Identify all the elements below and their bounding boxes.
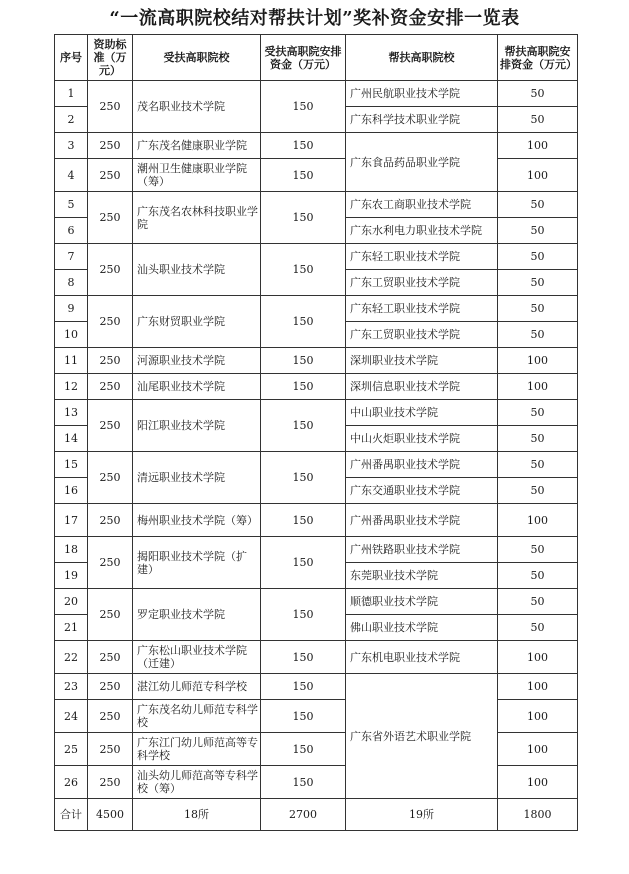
cell-no: 21	[55, 615, 88, 641]
cell-recv-fund: 150	[261, 192, 346, 244]
cell-help: 广东水利电力职业技术学院	[346, 218, 498, 244]
cell-recv-fund: 150	[261, 159, 346, 192]
cell-no: 1	[55, 81, 88, 107]
cell-help-fund: 50	[498, 107, 578, 133]
cell-recv-fund: 150	[261, 400, 346, 452]
cell-help: 东莞职业技术学院	[346, 563, 498, 589]
cell-help: 广东交通职业技术学院	[346, 478, 498, 504]
total-recv: 18所	[133, 799, 261, 831]
cell-std: 250	[88, 296, 133, 348]
cell-help-fund: 50	[498, 615, 578, 641]
header-recv-fund: 受扶高职院安排资金（万元）	[261, 35, 346, 81]
cell-recv: 汕头幼儿师范高等专科学校（筹）	[133, 766, 261, 799]
total-label: 合计	[55, 799, 88, 831]
cell-recv-fund: 150	[261, 589, 346, 641]
cell-help: 广东工贸职业技术学院	[346, 322, 498, 348]
cell-no: 6	[55, 218, 88, 244]
cell-help-fund: 50	[498, 244, 578, 270]
total-std: 4500	[88, 799, 133, 831]
cell-recv-fund: 150	[261, 700, 346, 733]
cell-help: 广东科学技术职业学院	[346, 107, 498, 133]
table-row	[55, 589, 578, 615]
cell-help-fund: 100	[498, 641, 578, 674]
cell-recv-fund: 150	[261, 374, 346, 400]
cell-recv-fund: 150	[261, 244, 346, 296]
cell-no: 16	[55, 478, 88, 504]
cell-std: 250	[88, 641, 133, 674]
cell-help: 广东轻工职业技术学院	[346, 244, 498, 270]
cell-no: 19	[55, 563, 88, 589]
header-std: 资助标准（万元）	[88, 35, 133, 81]
cell-help-fund: 100	[498, 766, 578, 799]
table-row	[55, 192, 578, 218]
header-no: 序号	[55, 35, 88, 81]
cell-help-fund: 50	[498, 218, 578, 244]
cell-std: 250	[88, 192, 133, 244]
cell-std: 250	[88, 504, 133, 537]
table-row	[55, 700, 578, 733]
cell-help: 广东轻工职业技术学院	[346, 296, 498, 322]
header-help: 帮扶高职院校	[346, 35, 498, 81]
cell-no: 4	[55, 159, 88, 192]
cell-no: 8	[55, 270, 88, 296]
cell-recv: 罗定职业技术学院	[133, 589, 261, 641]
cell-recv: 广东茂名幼儿师范专科学校	[133, 700, 261, 733]
cell-no: 12	[55, 374, 88, 400]
cell-recv: 梅州职业技术学院（筹）	[133, 504, 261, 537]
cell-help-fund: 100	[498, 700, 578, 733]
table-row	[55, 400, 578, 426]
table-row	[55, 81, 578, 107]
cell-help: 广东食品药品职业学院	[346, 133, 498, 192]
cell-help-fund: 100	[498, 374, 578, 400]
cell-help-fund: 100	[498, 348, 578, 374]
cell-recv: 湛江幼儿师范专科学校	[133, 674, 261, 700]
cell-std: 250	[88, 81, 133, 133]
cell-std: 250	[88, 766, 133, 799]
cell-recv-fund: 150	[261, 452, 346, 504]
cell-help: 深圳职业技术学院	[346, 348, 498, 374]
cell-no: 25	[55, 733, 88, 766]
cell-recv-fund: 150	[261, 133, 346, 159]
cell-std: 250	[88, 733, 133, 766]
cell-no: 26	[55, 766, 88, 799]
cell-std: 250	[88, 589, 133, 641]
cell-recv-fund: 150	[261, 537, 346, 589]
cell-no: 22	[55, 641, 88, 674]
cell-std: 250	[88, 700, 133, 733]
cell-help: 广州番禺职业技术学院	[346, 452, 498, 478]
cell-recv-fund: 150	[261, 641, 346, 674]
cell-no: 3	[55, 133, 88, 159]
cell-help: 佛山职业技术学院	[346, 615, 498, 641]
table-row	[55, 348, 578, 374]
cell-recv: 潮州卫生健康职业学院（筹）	[133, 159, 261, 192]
allocation-table	[54, 34, 578, 831]
table-row	[55, 766, 578, 799]
cell-no: 7	[55, 244, 88, 270]
cell-std: 250	[88, 537, 133, 589]
cell-no: 18	[55, 537, 88, 563]
cell-no: 24	[55, 700, 88, 733]
cell-help: 广东农工商职业技术学院	[346, 192, 498, 218]
cell-recv: 广东江门幼儿师范高等专科学校	[133, 733, 261, 766]
cell-no: 14	[55, 426, 88, 452]
cell-std: 250	[88, 452, 133, 504]
cell-help: 广州番禺职业技术学院	[346, 504, 498, 537]
cell-no: 15	[55, 452, 88, 478]
cell-help: 广州民航职业技术学院	[346, 81, 498, 107]
cell-std: 250	[88, 400, 133, 452]
cell-recv: 广东财贸职业学院	[133, 296, 261, 348]
cell-recv: 广东茂名健康职业学院	[133, 133, 261, 159]
cell-help-fund: 50	[498, 563, 578, 589]
cell-recv: 阳江职业技术学院	[133, 400, 261, 452]
cell-help: 中山职业技术学院	[346, 400, 498, 426]
cell-std: 250	[88, 674, 133, 700]
cell-recv-fund: 150	[261, 81, 346, 133]
cell-recv-fund: 150	[261, 674, 346, 700]
cell-no: 23	[55, 674, 88, 700]
cell-help-fund: 50	[498, 296, 578, 322]
cell-help: 顺德职业技术学院	[346, 589, 498, 615]
cell-recv: 揭阳职业技术学院（扩建）	[133, 537, 261, 589]
cell-no: 10	[55, 322, 88, 348]
cell-no: 2	[55, 107, 88, 133]
cell-help-fund: 50	[498, 322, 578, 348]
cell-recv-fund: 150	[261, 348, 346, 374]
cell-help-fund: 50	[498, 426, 578, 452]
table-row	[55, 674, 578, 700]
total-help-fund: 1800	[498, 799, 578, 831]
cell-no: 9	[55, 296, 88, 322]
cell-help-fund: 50	[498, 537, 578, 563]
total-help: 19所	[346, 799, 498, 831]
cell-recv-fund: 150	[261, 733, 346, 766]
cell-help-fund: 50	[498, 452, 578, 478]
table-row	[55, 244, 578, 270]
cell-recv: 汕尾职业技术学院	[133, 374, 261, 400]
cell-help-fund: 50	[498, 589, 578, 615]
cell-std: 250	[88, 159, 133, 192]
cell-std: 250	[88, 374, 133, 400]
cell-help-fund: 50	[498, 400, 578, 426]
table-row	[55, 159, 578, 192]
cell-recv: 清远职业技术学院	[133, 452, 261, 504]
cell-std: 250	[88, 244, 133, 296]
cell-no: 11	[55, 348, 88, 374]
cell-recv: 广东松山职业技术学院（迁建）	[133, 641, 261, 674]
cell-recv: 广东茂名农林科技职业学院	[133, 192, 261, 244]
cell-help: 广东机电职业技术学院	[346, 641, 498, 674]
header-recv: 受扶高职院校	[133, 35, 261, 81]
header-help-fund: 帮扶高职院安排资金（万元）	[498, 35, 578, 81]
cell-no: 20	[55, 589, 88, 615]
table-total-row	[55, 799, 578, 831]
cell-no: 13	[55, 400, 88, 426]
cell-help: 广州铁路职业技术学院	[346, 537, 498, 563]
page-title: “一流高职院校结对帮扶计划”奖补资金安排一览表	[109, 8, 520, 29]
cell-help-fund: 100	[498, 733, 578, 766]
cell-recv-fund: 150	[261, 504, 346, 537]
table-header-row	[55, 35, 578, 81]
cell-help-fund: 100	[498, 674, 578, 700]
cell-help: 广东工贸职业技术学院	[346, 270, 498, 296]
table-row	[55, 504, 578, 537]
cell-std: 250	[88, 348, 133, 374]
table-row	[55, 537, 578, 563]
cell-help-fund: 100	[498, 504, 578, 537]
cell-recv: 茂名职业技术学院	[133, 81, 261, 133]
total-recv-fund: 2700	[261, 799, 346, 831]
cell-help-fund: 50	[498, 192, 578, 218]
cell-recv: 河源职业技术学院	[133, 348, 261, 374]
cell-no: 5	[55, 192, 88, 218]
cell-recv-fund: 150	[261, 296, 346, 348]
table-row	[55, 133, 578, 159]
cell-help-fund: 50	[498, 81, 578, 107]
cell-help: 深圳信息职业技术学院	[346, 374, 498, 400]
table-row	[55, 374, 578, 400]
cell-help-fund: 100	[498, 133, 578, 159]
cell-help-fund: 50	[498, 270, 578, 296]
cell-recv-fund: 150	[261, 766, 346, 799]
cell-std: 250	[88, 133, 133, 159]
cell-help-fund: 50	[498, 478, 578, 504]
table-row	[55, 641, 578, 674]
table-row	[55, 296, 578, 322]
cell-recv: 汕头职业技术学院	[133, 244, 261, 296]
cell-help: 中山火炬职业技术学院	[346, 426, 498, 452]
cell-help: 广东省外语艺术职业学院	[346, 674, 498, 799]
cell-no: 17	[55, 504, 88, 537]
table-row	[55, 452, 578, 478]
table-row	[55, 733, 578, 766]
cell-help-fund: 100	[498, 159, 578, 192]
